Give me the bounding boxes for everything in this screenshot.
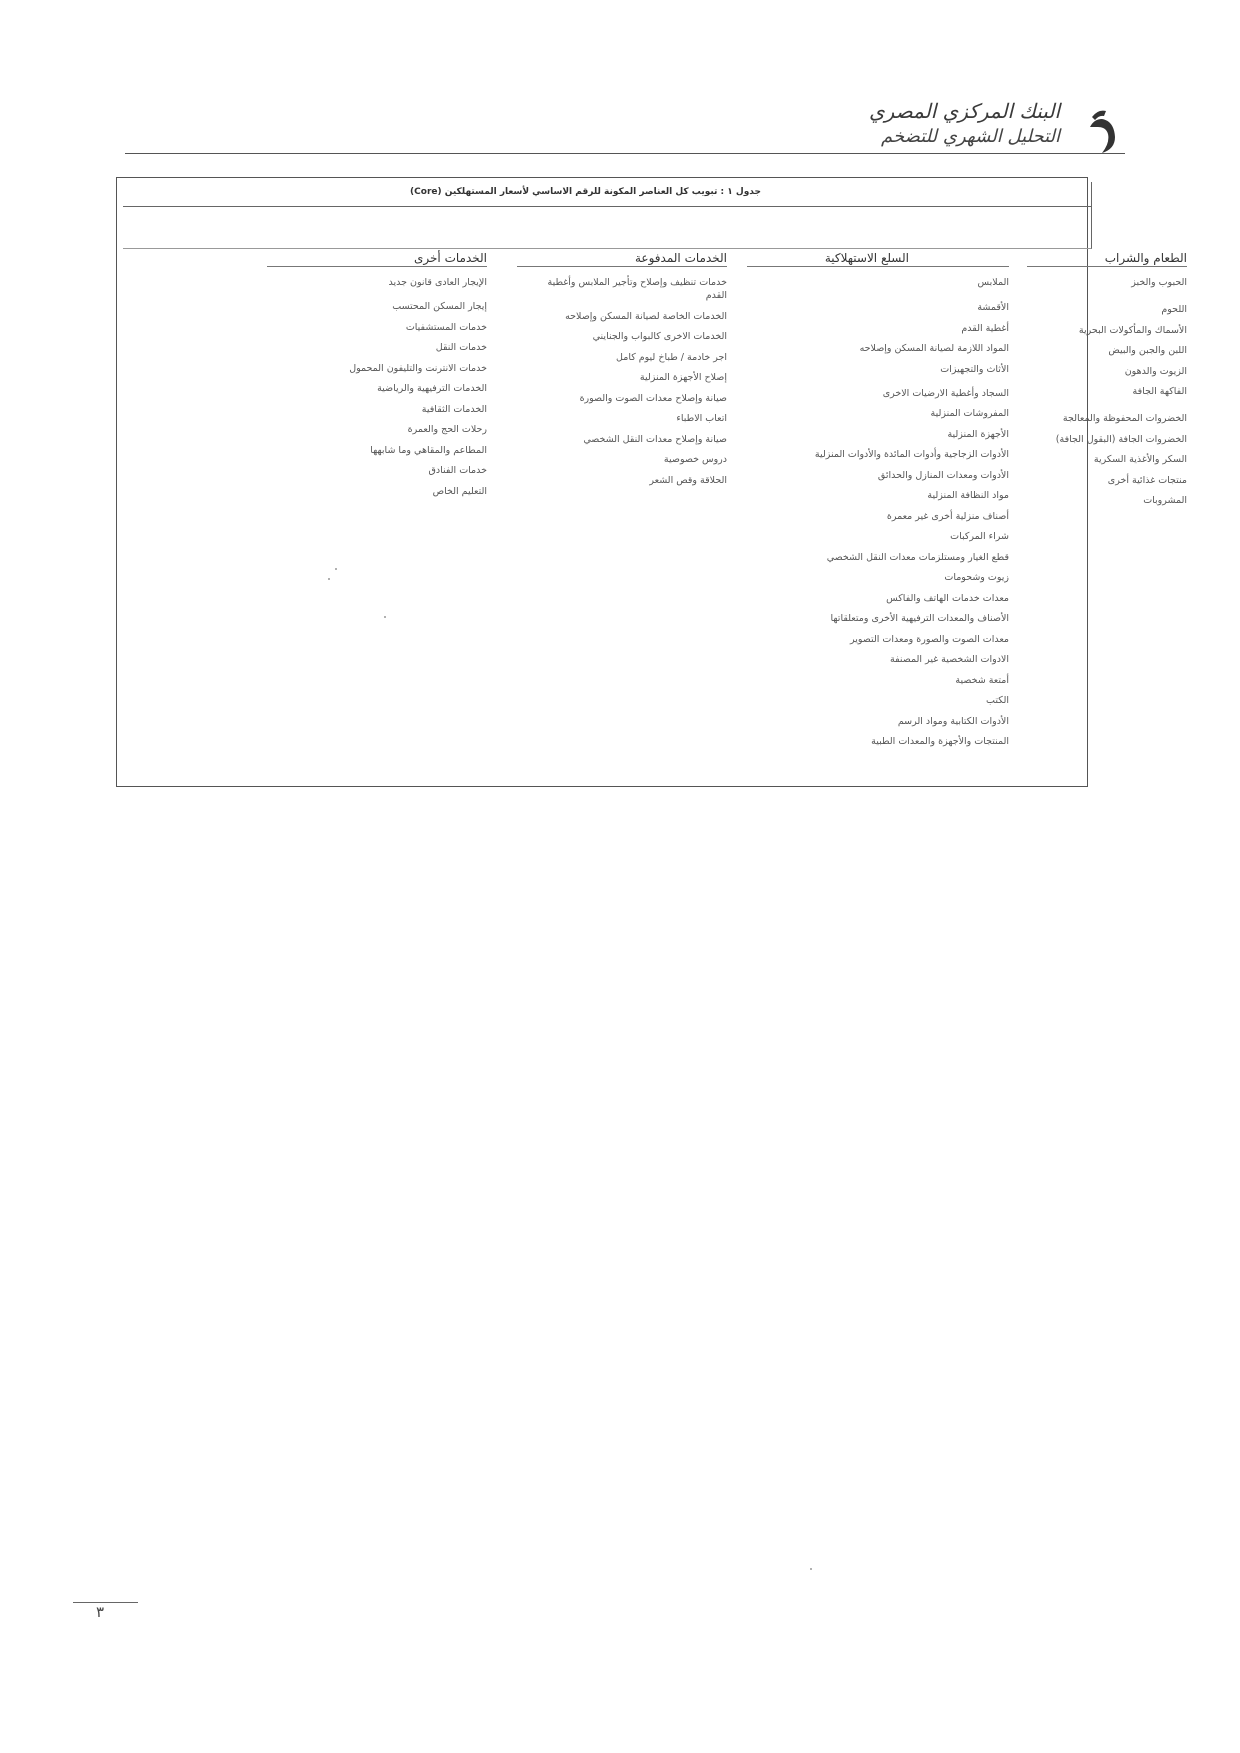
column-heading: الخدمات أخرى xyxy=(267,251,487,267)
list-item: اجر خادمة / طباخ ليوم كامل xyxy=(616,351,727,363)
list-item: صيانة وإصلاح معدات الصوت والصورة xyxy=(579,392,727,404)
list-item: الخضروات المحفوظة والمعالجة xyxy=(1062,413,1187,424)
column-food-beverages xyxy=(1027,251,1187,515)
scan-speck xyxy=(384,616,386,618)
list-item: خدمات المستشفيات xyxy=(405,321,487,333)
scan-speck xyxy=(328,578,330,580)
scan-speck xyxy=(810,1568,812,1570)
list-item: صيانة وإصلاح معدات النقل الشخصي xyxy=(583,433,727,445)
list-item: الأسماك والمأكولات البحرية xyxy=(1078,324,1187,336)
list-item: المشروبات xyxy=(1143,495,1187,506)
list-item: أغطية القدم xyxy=(961,322,1009,334)
list-item: الحبوب والخبز xyxy=(1131,277,1187,288)
list-item: المواد اللازمة لصيانة المسكن وإصلاحه xyxy=(859,343,1009,354)
list-item: الادوات الشخصية غير المصنفة xyxy=(890,654,1009,665)
list-item: أمتعة شخصية xyxy=(955,674,1009,686)
table-caption: جدول ١ : تبويب كل العناصر المكونة للرقم الاساسي لأسعار المستهلكين (Core) xyxy=(410,187,761,197)
list-item: الإيجار العادى قانون جديد xyxy=(388,277,487,288)
column-other-services xyxy=(267,251,487,505)
column-heading: السلع الاستهلاكية xyxy=(747,251,1009,267)
list-item: الفاكهة الجافة xyxy=(1132,386,1187,397)
list-item: أصناف منزلية أخرى غير معمرة xyxy=(886,510,1009,522)
list-item: الخدمات الثقافية xyxy=(421,403,487,415)
list-item: السكر والأغذية السكرية xyxy=(1093,454,1187,465)
list-item: رحلات الحج والعمرة xyxy=(407,424,487,435)
list-item: إصلاح الأجهزة المنزلية xyxy=(639,372,727,383)
list-item: الأدوات الزجاجية وأدوات المائدة والأدوات المنزلية xyxy=(814,449,1009,460)
bank-name: البنك المركزي المصري xyxy=(869,99,1060,123)
list-item: السجاد وأغطية الارضيات الاخرى xyxy=(882,387,1009,399)
list-item: التعليم الخاص xyxy=(432,485,487,497)
page-number: ٣ xyxy=(96,1603,105,1621)
header-divider xyxy=(125,153,1125,154)
column-heading: الطعام والشراب xyxy=(1027,251,1187,267)
list-item: المطاعم والمقاهي وما شابهها xyxy=(370,444,487,456)
list-item: الخضروات الجافة (البقول الجافة) xyxy=(1055,433,1187,445)
page-header xyxy=(722,95,1122,155)
list-item: اللحوم xyxy=(1161,304,1187,315)
list-item: الخدمات الاخرى كالبواب والجنايني xyxy=(592,331,727,342)
list-item: معدات الصوت والصورة ومعدات التصوير xyxy=(849,633,1009,645)
cbe-logo-icon xyxy=(1082,103,1122,155)
footer-divider xyxy=(73,1602,138,1603)
column-consumer-goods xyxy=(747,251,1009,756)
table-spacer-row xyxy=(123,206,1092,249)
list-item: خدمات النقل xyxy=(435,342,487,353)
list-item: المنتجات والأجهزة والمعدات الطبية xyxy=(871,736,1009,747)
list-item: إيجار المسكن المحتسب xyxy=(392,301,487,312)
list-item: المفروشات المنزلية xyxy=(930,408,1009,419)
table-caption-row xyxy=(123,182,1092,207)
list-item: الأصناف والمعدات الترفيهية الأخرى ومتعلقاتها xyxy=(830,613,1009,624)
list-item: خدمات تنظيف وإصلاح وتأجير الملابس وأغطية القدم xyxy=(547,277,727,301)
list-item: خدمات الفنادق xyxy=(428,465,487,476)
list-item: الملابس xyxy=(977,277,1009,288)
core-cpi-table xyxy=(116,177,1187,787)
list-item: الأجهزة المنزلية xyxy=(947,428,1009,440)
list-item: الحلاقة وقص الشعر xyxy=(649,474,727,486)
list-item: دروس خصوصية xyxy=(663,454,727,465)
list-item: الأثاث والتجهيزات xyxy=(940,363,1009,375)
list-item: اللبن والجبن والبيض xyxy=(1108,345,1187,356)
list-item: زيوت وشحومات xyxy=(944,572,1009,583)
list-item: الأدوات ومعدات المنازل والحدائق xyxy=(877,469,1009,481)
list-item: شراء المركبات xyxy=(950,531,1009,542)
list-item: مواد النظافة المنزلية xyxy=(927,490,1009,501)
list-item: الخدمات الترفيهية والرياضية xyxy=(377,383,487,394)
list-item: الأقمشة xyxy=(977,302,1009,313)
report-name: التحليل الشهري للتضخم xyxy=(881,126,1060,147)
list-item: معدات خدمات الهاتف والفاكس xyxy=(886,592,1009,604)
list-item: اتعاب الاطباء xyxy=(676,413,727,424)
scan-speck xyxy=(335,568,337,570)
list-item: الكتب xyxy=(986,695,1009,706)
list-item: الزيوت والدهون xyxy=(1124,365,1187,377)
column-heading: الخدمات المدفوعة xyxy=(517,251,727,267)
list-item: قطع الغيار ومستلزمات معدات النقل الشخصي xyxy=(826,551,1009,563)
list-item: الخدمات الخاصة لصيانة المسكن وإصلاحه xyxy=(565,310,727,322)
column-paid-services xyxy=(517,251,727,494)
list-item: خدمات الانترنت والتليفون المحمول xyxy=(349,362,487,374)
list-item: الأدوات الكتابية ومواد الرسم xyxy=(897,715,1009,727)
list-item: منتجات غذائية أخرى xyxy=(1107,474,1187,486)
